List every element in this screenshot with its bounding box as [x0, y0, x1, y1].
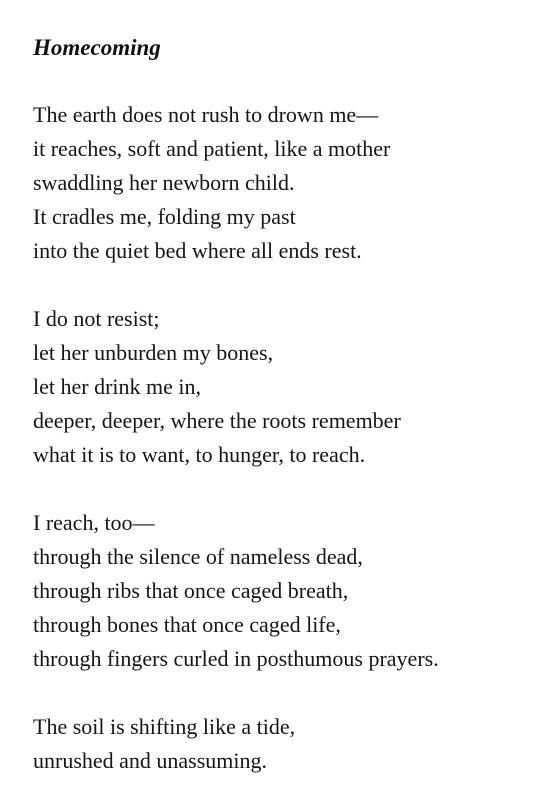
poem-title: Homecoming	[33, 35, 161, 60]
poem-line: let her drink me in,	[33, 374, 202, 399]
poem-line: I reach, too—	[33, 510, 155, 535]
poem-line: through ribs that once caged breath,	[33, 578, 349, 603]
poem-line: unrushed and unassuming.	[33, 748, 268, 773]
poem-line: The earth does not rush to drown me—	[33, 102, 379, 127]
poem-line: what it is to want, to hunger, to reach.	[33, 442, 366, 467]
poem-line: The soil is shifting like a tide,	[33, 714, 296, 739]
poem-line: through fingers curled in posthumous prayers.	[33, 646, 439, 671]
poem-line: deeper, deeper, where the roots remember	[33, 408, 401, 433]
poem-line: let her unburden my bones,	[33, 340, 274, 365]
poem-line: into the quiet bed where all ends rest.	[33, 238, 362, 263]
poem-line: through bones that once caged life,	[33, 612, 341, 637]
stanza-4	[33, 710, 295, 778]
poem-line: through the silence of nameless dead,	[33, 544, 363, 569]
stanza-2	[33, 302, 401, 472]
poem-line: I do not resist;	[33, 306, 160, 331]
poem-line: swaddling her newborn child.	[33, 170, 295, 195]
stanza-3	[33, 506, 439, 676]
stanza-1	[33, 98, 390, 268]
poem-line: it reaches, soft and patient, like a mother	[33, 136, 391, 161]
poem-line: It cradles me, folding my past	[33, 204, 296, 229]
